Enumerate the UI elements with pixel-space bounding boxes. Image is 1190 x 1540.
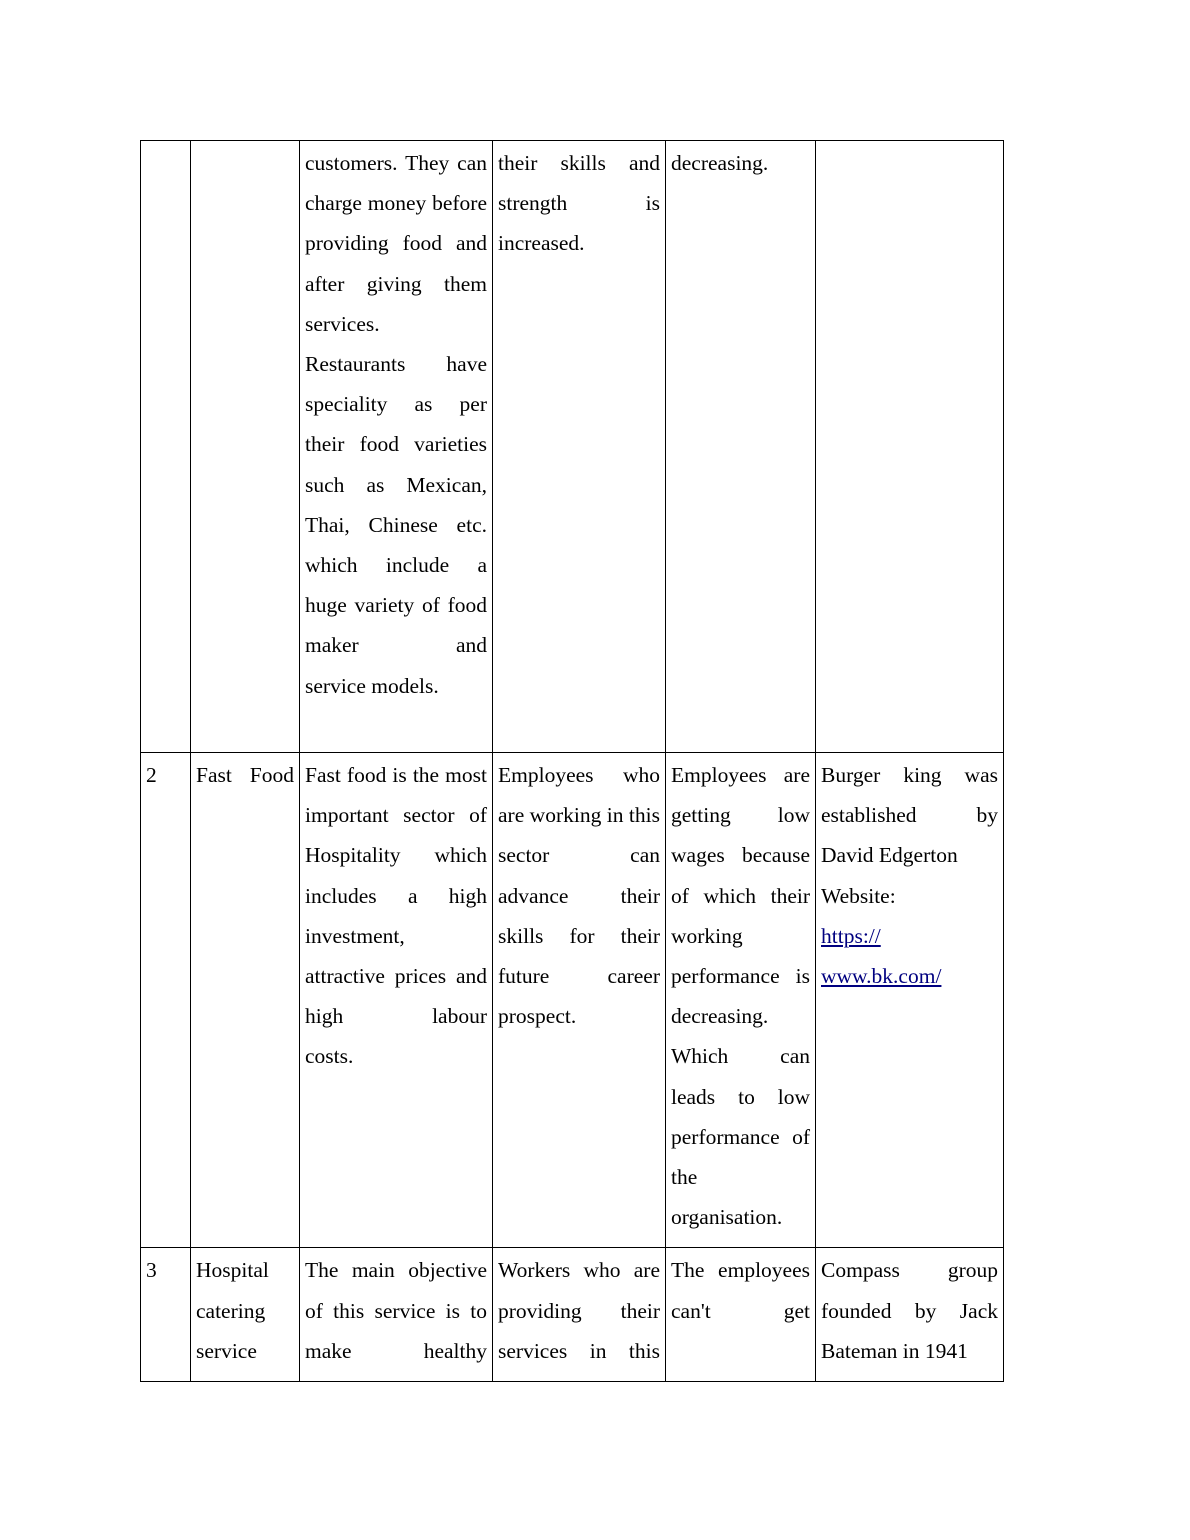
description-text: Fast food is the most important sector of Hospitality which includes a high investment, attractive prices and high labour xyxy=(305,763,487,1029)
opportunities-cell xyxy=(493,141,666,753)
example-text-end: Bateman in 1941 xyxy=(821,1338,968,1363)
opportunities-cell xyxy=(493,753,666,1248)
example-text-end: David Edgerton xyxy=(821,843,958,868)
opportunities-text: Employees who are working in this sector can advance their skills for their future career xyxy=(498,763,660,989)
description-text: customers. They can charge money before providing food and after giving them services. xyxy=(305,151,487,336)
description-text: The main objective of this service is to make healthy xyxy=(305,1258,487,1363)
challenges-cell xyxy=(666,141,816,753)
document-page xyxy=(140,140,1004,1382)
description-cell xyxy=(300,753,493,1248)
row-number-cell xyxy=(141,141,191,753)
opportunities-text-end: prospect. xyxy=(498,1004,577,1029)
table-row xyxy=(141,753,1004,1248)
website-link-continued[interactable] xyxy=(821,956,998,996)
category-cell xyxy=(191,141,300,753)
example-text: Compass group founded by Jack xyxy=(821,1258,998,1323)
challenges-cell xyxy=(666,1248,816,1382)
category-cell: Hospital catering service xyxy=(191,1248,300,1382)
row-number-cell: 3 xyxy=(141,1248,191,1382)
example-cell xyxy=(816,1248,1004,1382)
category-cell: Fast Food xyxy=(191,753,300,1248)
hospitality-sectors-table xyxy=(140,140,1004,1382)
description-cell xyxy=(300,141,493,753)
website-link[interactable] xyxy=(821,916,998,956)
table-row xyxy=(141,141,1004,753)
challenges-text: Employees are getting low wages because of which their working performance is xyxy=(671,763,810,989)
website-label: Website: xyxy=(821,883,896,908)
challenges-text-2: Which can leads to low performance of the xyxy=(671,1044,810,1190)
example-text: Burger king was established by xyxy=(821,763,998,828)
challenges-text-2-end: organisation. xyxy=(671,1205,783,1230)
opportunities-text-end: increased. xyxy=(498,231,585,256)
opportunities-text: Workers who are providing their services in this xyxy=(498,1258,660,1363)
example-cell xyxy=(816,141,1004,753)
description-cell xyxy=(300,1248,493,1382)
description-text-2: Restaurants have speciality as per their food varieties such as Mexican, Thai, Chinese etc. which include a huge variety of food maker and xyxy=(305,352,487,658)
opportunities-cell xyxy=(493,1248,666,1382)
challenges-text-end: decreasing. xyxy=(671,151,769,175)
website-link-line-2[interactable]: www.bk.com/ xyxy=(821,964,942,989)
website-link-line-1[interactable]: https:// xyxy=(821,923,881,948)
example-cell xyxy=(816,753,1004,1248)
table-row xyxy=(141,1248,1004,1382)
challenges-text: The employees can't get xyxy=(671,1258,810,1323)
challenges-text-end: decreasing. xyxy=(671,1004,769,1029)
description-text-end: costs. xyxy=(305,1044,354,1069)
challenges-cell xyxy=(666,753,816,1248)
description-text-2-end: service models. xyxy=(305,673,439,698)
opportunities-text: their skills and strength is xyxy=(498,151,660,216)
row-number-cell: 2 xyxy=(141,753,191,1248)
